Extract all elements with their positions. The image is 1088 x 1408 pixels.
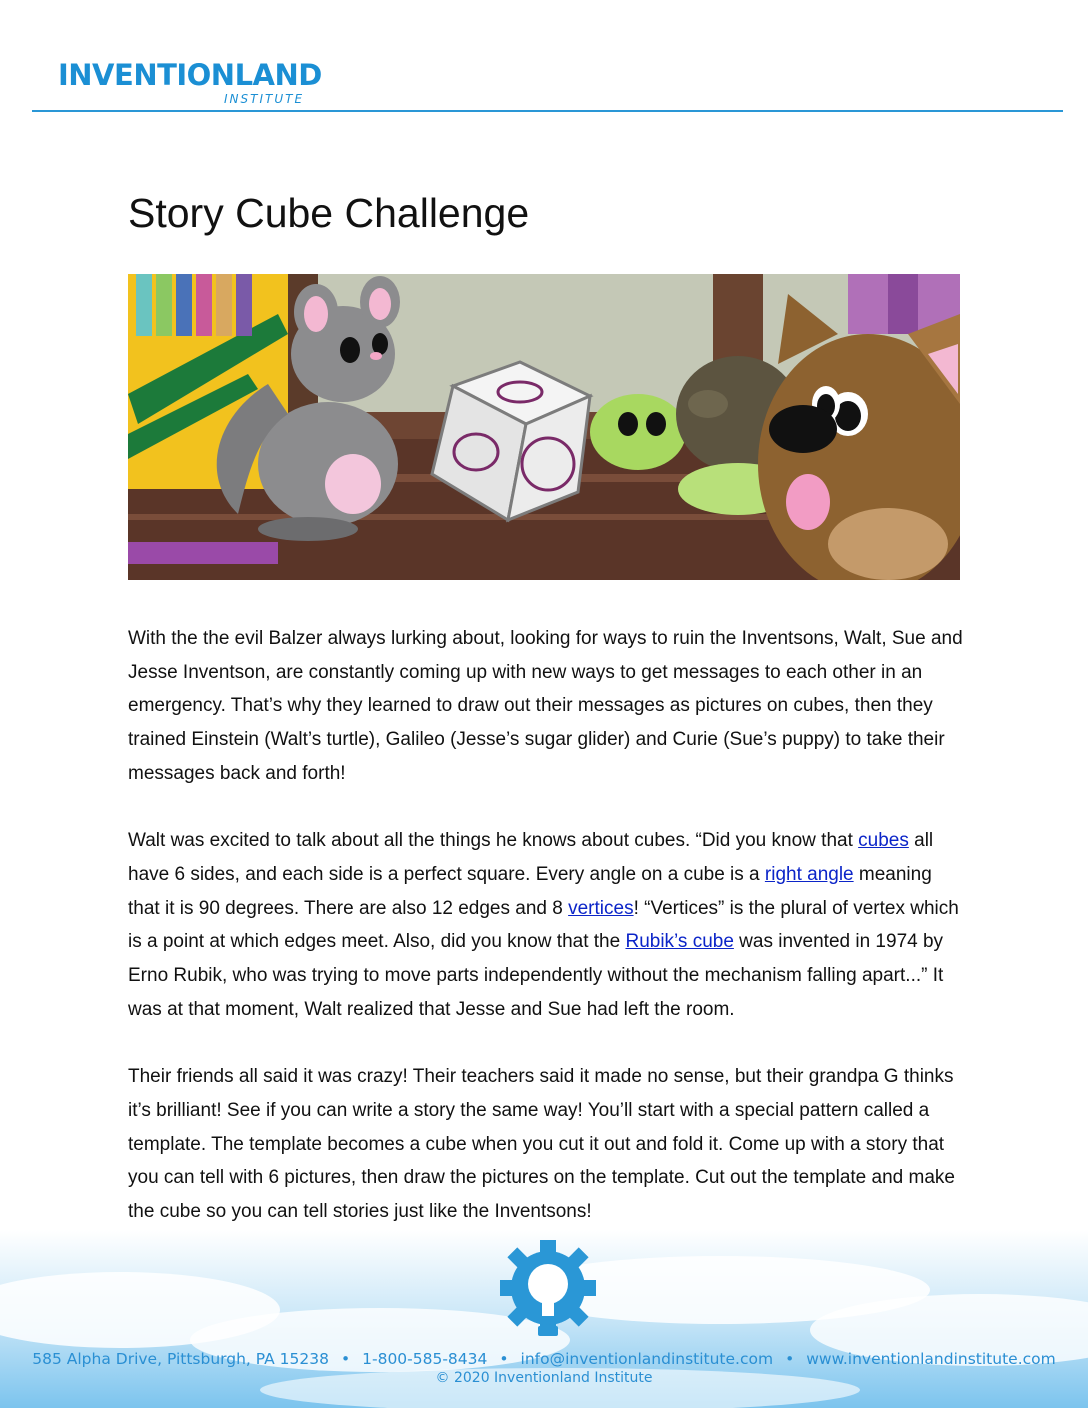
hero-illustration [128, 274, 960, 580]
logo-wordmark: INVENTIONLAND [58, 58, 322, 92]
footer-bullet: • [340, 1350, 351, 1368]
link-right-angle[interactable]: right angle [764, 863, 854, 885]
text-run: Walt was excited to talk about all the things he knows about cubes. “Did you know that [128, 830, 859, 852]
footer-website[interactable]: www.inventionlandinstitute.com [806, 1350, 1056, 1368]
page-title: Story Cube Challenge [128, 190, 530, 236]
link-cubes[interactable]: cubes [858, 830, 909, 852]
footer-phone[interactable]: 1-800-585-8434 [362, 1350, 488, 1368]
text-run: all have 6 sides, and each side is a perfect square. Every angle on a cube is a [128, 830, 934, 885]
header-divider [32, 110, 1063, 112]
footer-bullet: • [785, 1350, 795, 1368]
inventionland-logo [58, 58, 322, 110]
paragraph-cubes [128, 824, 968, 1026]
paragraph-template: Their friends all said it was crazy! Their teachers said it made no sense, but their grandpa G thinks it’s brilliant! See if you can write a story the same way! You’ll start with a special pattern called a template. The template becomes a cube when you cut it out and fold it. Come up with a story that you can tell with 6 pictures, then draw the pictures on the template. Cut out the template and make the cube so you can tell stories just like the Inventsons! [128, 1066, 955, 1222]
logo-subtitle: INSTITUTE [224, 92, 305, 106]
footer-contact [0, 1350, 1088, 1368]
footer-copyright: © 2020 Inventionland Institute [435, 1370, 653, 1386]
paragraph-intro: With the the evil Balzer always lurking about, looking for ways to ruin the Inventsons, Walt, Sue and Jesse Inventson, are constantly coming up with new ways to get messages to each other in an emergency. That’s why they learned to draw out their messages as pictures on cubes, then they trained Einstein (Walt’s turtle), Galileo (Jesse’s sugar glider) and Curie (Sue’s puppy) to take their messages back and forth! [128, 628, 963, 784]
text-run: meaning that it is 90 degrees. There are also 12 edges and 8 [128, 863, 932, 919]
article-body [128, 622, 968, 1262]
text-run: was invented in 1974 by Erno Rubik, who was trying to move parts independently without the mechanism falling apart...” It was at that moment, Walt realized that Jesse and Sue had left the room. [128, 931, 944, 1020]
lightbulb-gear-icon [500, 1240, 596, 1340]
link-vertices[interactable]: vertices [568, 897, 634, 919]
footer-bullet: • [499, 1350, 509, 1368]
text-run: ! “Vertices” is the plural of vertex which is a point at which edges meet. Also, did you know that the [128, 897, 959, 953]
link-rubiks-cube[interactable]: Rubik’s cube [625, 931, 734, 953]
footer-address: 585 Alpha Drive, Pittsburgh, PA 15238 [32, 1350, 329, 1368]
footer-email[interactable]: info@inventionlandinstitute.com [520, 1350, 774, 1368]
